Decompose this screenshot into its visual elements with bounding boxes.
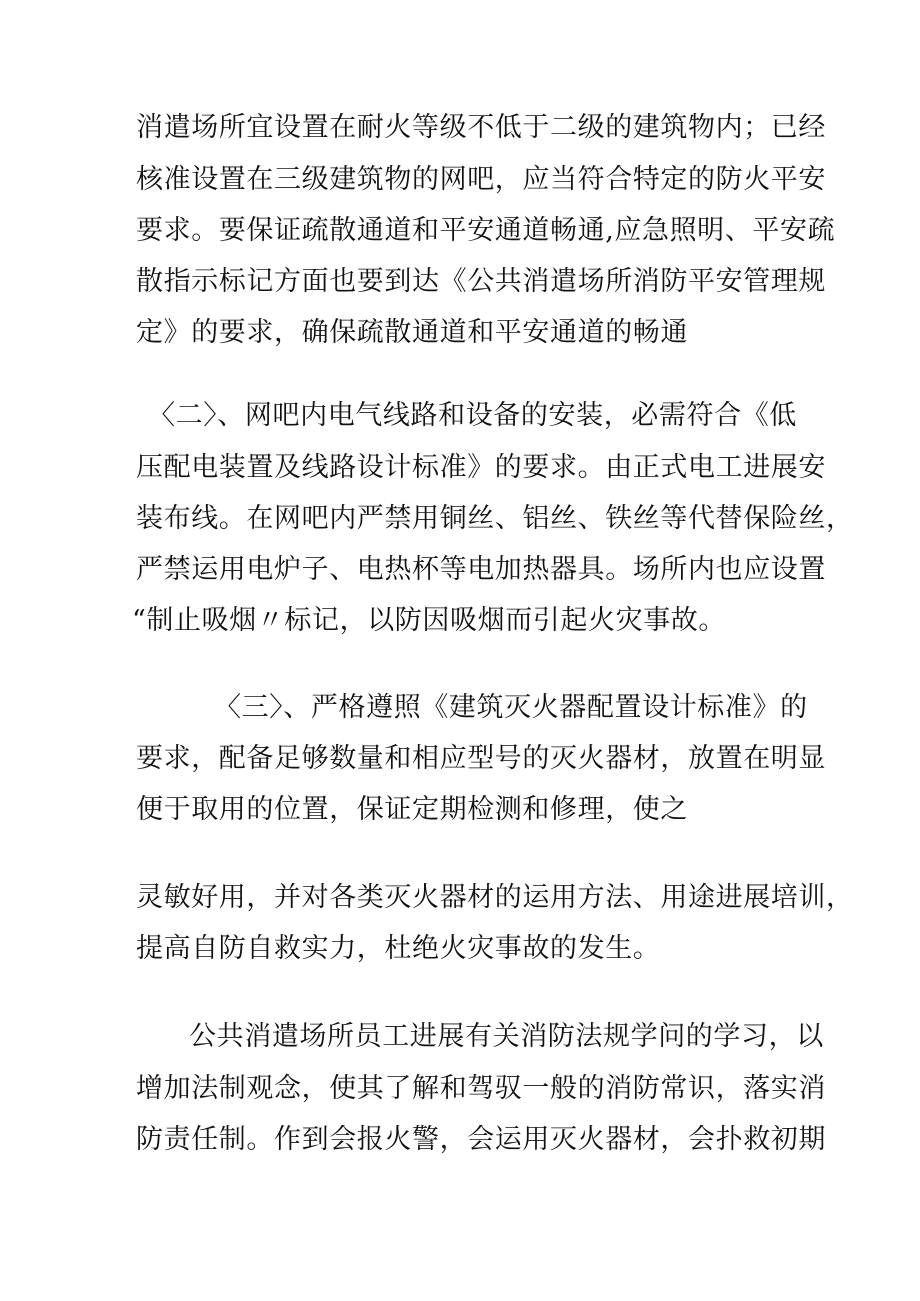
paragraph-5-line-3: 防责任制。作到会报火警，会运用灭火器材，会扑救初期 <box>136 1124 826 1155</box>
paragraph-2-line-2: 压配电装置及线路设计标准》的要求。由正式电工进展安 <box>136 452 826 483</box>
paragraph-1-line-4: 散指示标记方面也要到达《公共消遣场所消防平安管理规 <box>136 266 826 297</box>
paragraph-2-line-3: 装布线。在网吧内严禁用铜丝、铝丝、铁丝等代替保险丝， <box>136 503 854 534</box>
paragraph-5-line-2: 增加法制观念，使其了解和驾驭一般的消防常识，落实消 <box>136 1073 826 1104</box>
paragraph-5-line-1: 公共消遣场所员工进展有关消防法规学问的学习，以 <box>189 1021 824 1052</box>
paragraph-2-line-5: “制止吸烟〃标记，以防因吸烟而引起火灾事故。 <box>132 605 727 636</box>
paragraph-4-line-2: 提高自防自救实力，杜绝火灾事故的发生。 <box>136 933 661 964</box>
paragraph-2-line-1: 〈二〉、网吧内电气线路和设备的安装，必需符合《低 <box>148 400 797 431</box>
paragraph-1-line-1: 消遣场所宜设置在耐火等级不低于二级的建筑物内；已经 <box>136 112 826 143</box>
paragraph-3-line-3: 便于取用的位置，保证定期检测和修理，使之 <box>136 794 688 825</box>
paragraph-1-line-5: 定》的要求，确保疏散通道和平安通道的畅通 <box>136 317 688 348</box>
paragraph-3-line-1: 〈三〉、严格遵照《建筑灭火器配置设计标准》的 <box>214 692 808 723</box>
paragraph-1-line-2: 核准设置在三级建筑物的网吧，应当符合特定的防火平安 <box>136 164 826 195</box>
paragraph-2-line-4: 严禁运用电炉子、电热杯等电加热器具。场所内也应设置 <box>136 554 826 585</box>
paragraph-4-line-1: 灵敏好用，并对各类灭火器材的运用方法、用途进展培训， <box>136 882 854 913</box>
paragraph-3-line-2: 要求，配备足够数量和相应型号的灭火器材，放置在明显 <box>136 743 826 774</box>
paragraph-1-line-3: 要求。要保证疏散通道和平安通道畅通,应急照明、平安疏 <box>136 215 836 246</box>
